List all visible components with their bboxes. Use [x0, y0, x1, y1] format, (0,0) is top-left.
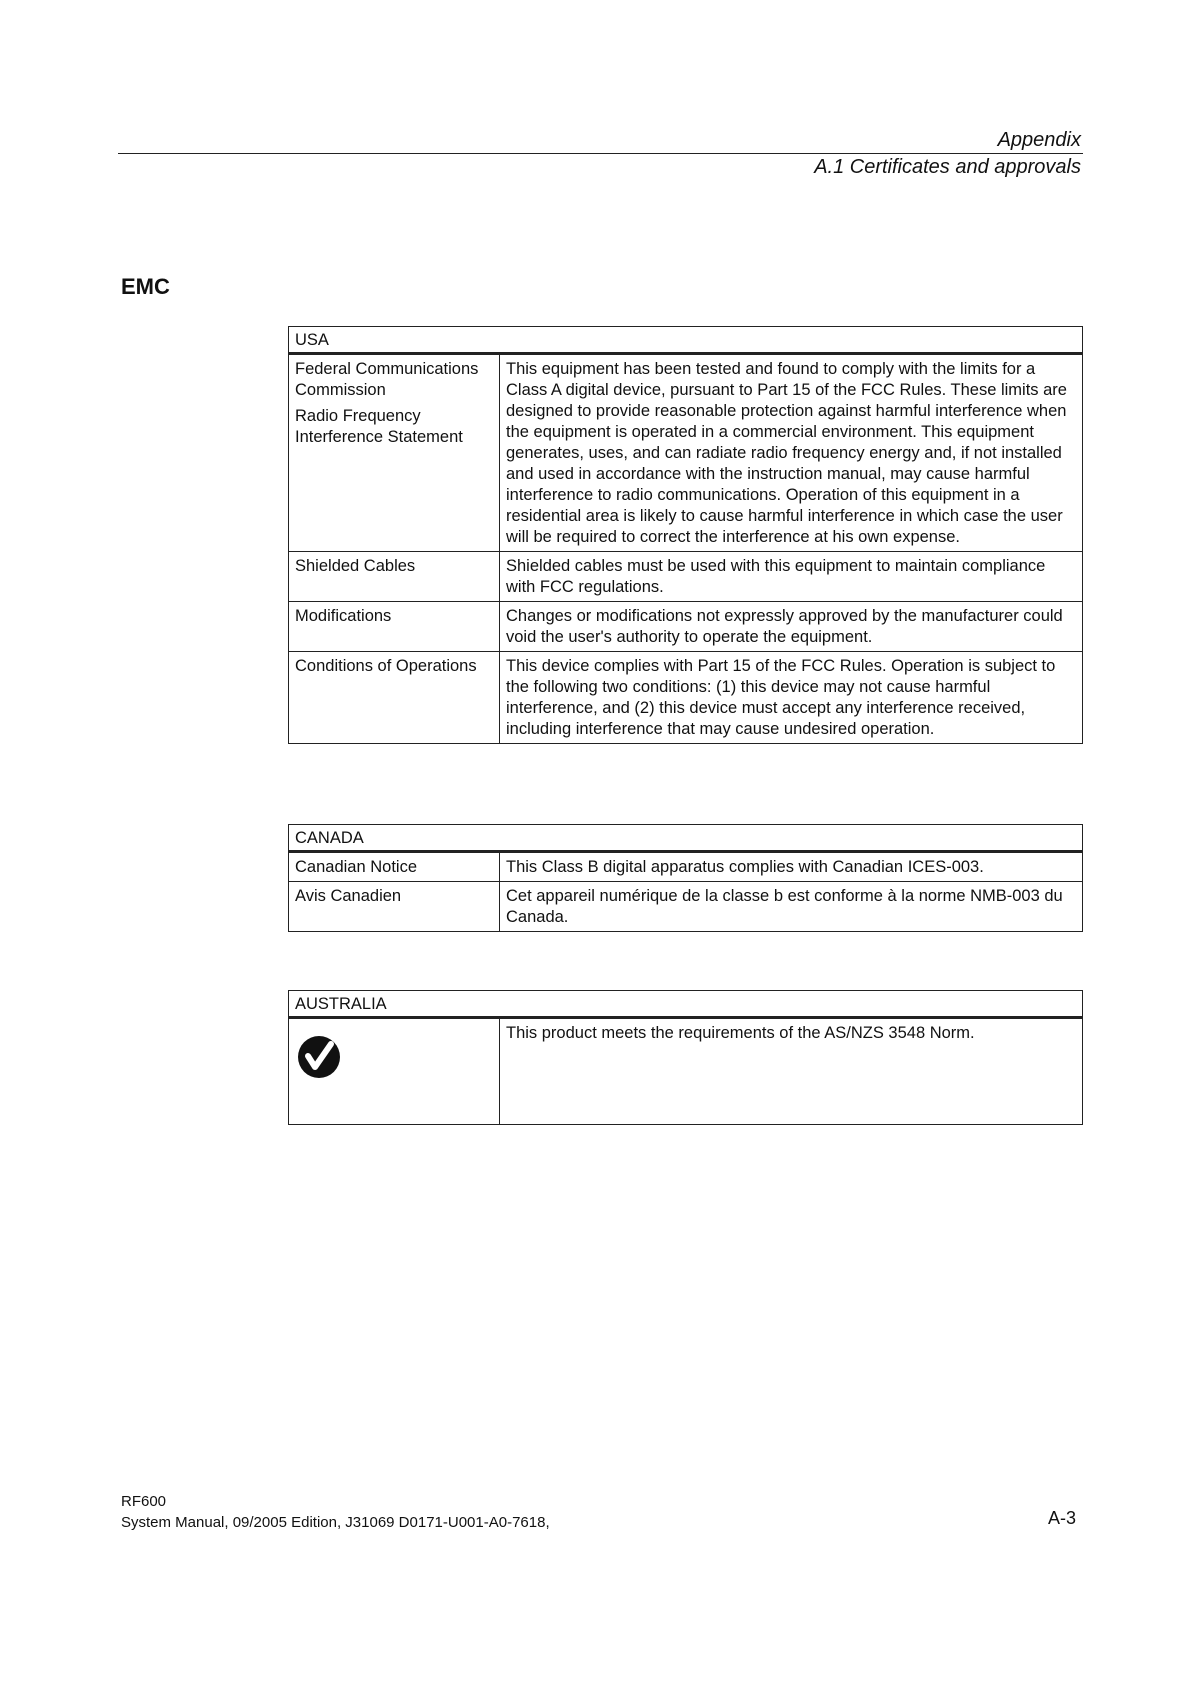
fcc-label-cell	[289, 354, 500, 552]
avis-canadien-text: Cet appareil numérique de la classe b est conforme à la norme NMB-003 du Canada.	[500, 882, 1083, 932]
footer-product: RF600	[121, 1493, 167, 1510]
canada-table	[288, 824, 1083, 932]
fcc-label: Federal Communications Commission	[295, 360, 479, 399]
table-row	[289, 552, 1083, 602]
mark-cell	[289, 1018, 500, 1125]
table-row	[289, 882, 1083, 932]
rfi-label: Radio Frequency Interference Statement	[295, 407, 463, 446]
footer	[121, 1491, 550, 1533]
page-number: A-3	[1048, 1508, 1077, 1528]
modifications-text: Changes or modifications not expressly approved by the manufacturer could void the user's authority to operate the equipment.	[500, 602, 1083, 652]
footer-edition: System Manual, 09/2005 Edition, J31069 D0171-U001-A0-7618,	[121, 1514, 550, 1531]
table-row	[289, 602, 1083, 652]
table-row	[289, 852, 1083, 882]
conditions-label: Conditions of Operations	[289, 652, 500, 744]
shielded-cables-label: Shielded Cables	[289, 552, 500, 602]
shielded-cables-text: Shielded cables must be used with this equipment to maintain compliance with FCC regulations.	[500, 552, 1083, 602]
c-tick-compliance-mark-icon	[297, 1035, 341, 1079]
avis-canadien-label: Avis Canadien	[289, 882, 500, 932]
table-row	[289, 652, 1083, 744]
table-row	[289, 1018, 1083, 1125]
usa-heading: USA	[289, 327, 1083, 354]
canadian-notice-label: Canadian Notice	[289, 852, 500, 882]
fcc-statement: This equipment has been tested and found to comply with the limits for a Class A digital device, pursuant to Part 15 of the FCC Rules. These limits are designed to provide reasonable protection against harmful interference when the equipment is operated in a commercial environment. This equipment generates, uses, and can radiate radio frequency energy and, if not installed and used in accordance with the instruction manual, may cause harmful interference to radio communications. Operation of this equipment in a residential area is likely to cause harmful interference in which case the user will be required to correct the interference at his own expense.	[500, 354, 1083, 552]
running-header	[118, 128, 1083, 180]
conditions-text: This device complies with Part 15 of the FCC Rules. Operation is subject to the following two conditions: (1) this device may not cause harmful interference, and (2) this device must accept any interference received, including interference that may cause undesired operation.	[500, 652, 1083, 744]
australia-text: This product meets the requirements of the AS/NZS 3548 Norm.	[500, 1018, 1083, 1125]
header-chapter: Appendix	[997, 129, 1081, 151]
australia-heading: AUSTRALIA	[289, 991, 1083, 1018]
canada-heading: CANADA	[289, 825, 1083, 852]
table-row	[289, 354, 1083, 552]
modifications-label: Modifications	[289, 602, 500, 652]
canadian-notice-text: This Class B digital apparatus complies with Canadian ICES-003.	[500, 852, 1083, 882]
section-title: EMC	[121, 274, 170, 299]
australia-table	[288, 990, 1083, 1125]
usa-table	[288, 326, 1083, 744]
header-section: A.1 Certificates and approvals	[814, 156, 1081, 178]
